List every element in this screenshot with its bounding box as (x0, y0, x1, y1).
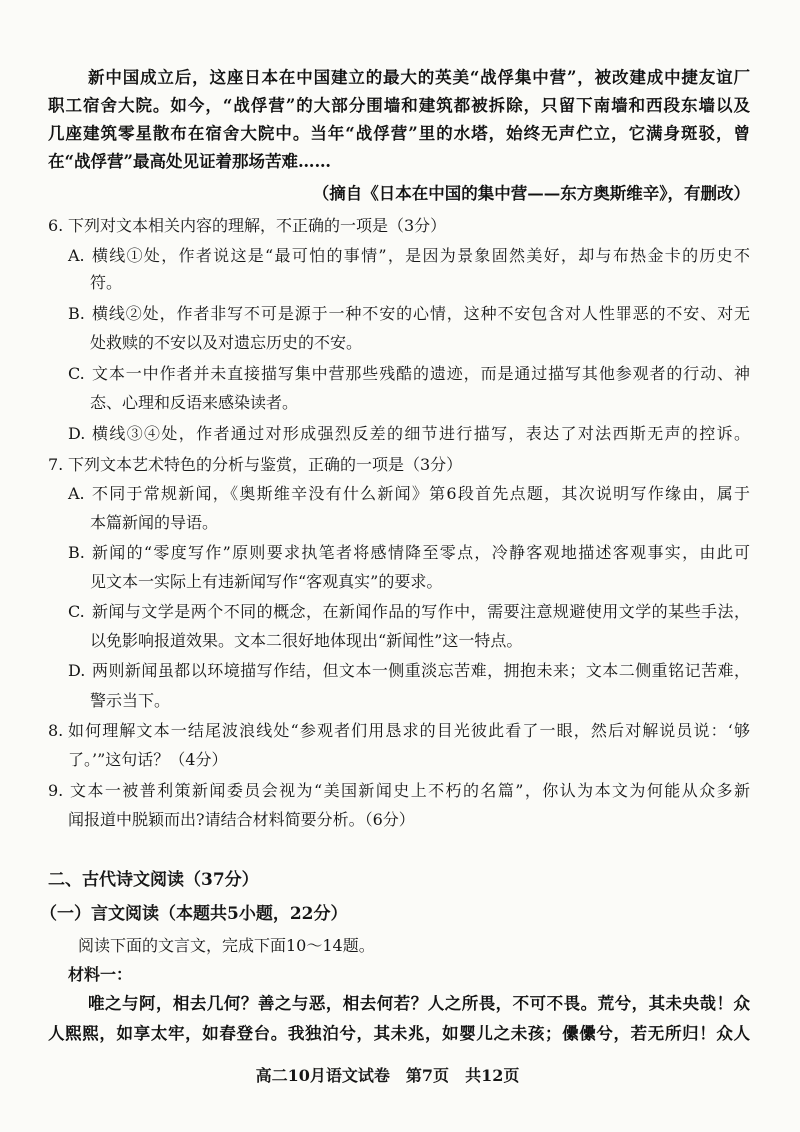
passage-source: （摘自《日本在中国的集中营——东方奥斯维辛》，有删改） (312, 184, 750, 203)
option-label: D. (68, 424, 86, 443)
option-text: 新闻与文学是两个不同的概念，在新闻作品的写作中，需要注意规避使用文学的某些手法， (92, 602, 750, 621)
passage-line: 新中国成立后，这座日本在中国建立的最大的英美“战俘集中营”，被改建成中捷友谊厂 (88, 68, 750, 87)
option-text: 不同于常规新闻，《奥斯维辛没有什么新闻》第6段首先点题，其次说明写作缘由，属于 (92, 484, 750, 503)
question-stem: 下列文本艺术特色的分析与鉴赏，正确的一项是（3分） (68, 455, 463, 474)
footer-exam-title: 高二10月语文试卷 (255, 1066, 390, 1085)
option-text: 以免影响报道效果。文本二很好地体现出“新闻性”这一特点。 (90, 631, 523, 650)
footer-page-number: 第7页 (405, 1066, 450, 1085)
option-text: 横线②处，作者非写不可是源于一种不安的心情，这种不安包含对人性罪恶的不安、对无 (92, 304, 750, 323)
option-label: D. (68, 661, 86, 680)
question-number: 9. (48, 781, 64, 800)
option-text: 见文本一实际上有违新闻写作“客观真实”的要求。 (90, 572, 443, 591)
option-label: C. (68, 602, 85, 621)
option-text: 横线①处，作者说这是“最可怕的事情”，是因为景象固然美好，却与布热金卡的历史不 (92, 246, 750, 265)
passage-line: 职工宿舍大院。如今，“战俘营”的大部分围墙和建筑都被拆除，只留下南墙和西段东墙以及 (48, 96, 750, 115)
option-text: 处救赎的不安以及对遗忘历史的不安。 (90, 333, 363, 352)
option-text: 新闻的“零度写作”原则要求执笔者将感情降至零点，冷静客观地描述客观事实，由此可 (92, 543, 750, 562)
question-stem: 文本一被普利策新闻委员会视为“美国新闻史上不朽的名篇”，你认为本文为何能从众多新 (70, 781, 750, 800)
question-stem: 如何理解文本一结尾波浪线处“参观者们用恳求的目光彼此看了一眼，然后对解说员说：‘够 (68, 721, 750, 740)
section-instruction: 阅读下面的文言文，完成下面10～14题。 (78, 936, 375, 955)
option-label: B. (68, 543, 85, 562)
option-text: 横线③④处，作者通过对形成强烈反差的细节进行描写，表达了对法西斯无声的控诉。 (92, 424, 750, 443)
option-label: C. (68, 364, 85, 383)
option-label: B. (68, 304, 85, 323)
question-number: 7. (48, 455, 64, 474)
passage-line: 几座建筑零星散布在宿舍大院中。当年“战俘营”里的水塔，始终无声伫立，它满身斑驳，曾 (48, 124, 750, 143)
option-text: 本篇新闻的导语。 (90, 513, 219, 532)
option-label: A. (68, 246, 85, 265)
material-label: 材料一： (68, 965, 133, 984)
page-footer (0, 1062, 775, 1090)
material-line: 人熙熙，如享太牢，如春登台。我独泊兮，其未兆，如婴儿之未孩；儽儽兮，若无所归！众人 (48, 1024, 750, 1043)
footer-total-pages: 共12页 (465, 1066, 520, 1085)
question-stem: 闻报道中脱颖而出?请结合材料简要分析。（6分） (68, 810, 415, 829)
question-number: 6. (48, 216, 64, 235)
option-label: A. (68, 484, 85, 503)
material-line: 唯之与阿，相去几何？善之与恶，相去何若？人之所畏，不可不畏。荒兮，其未央哉！众 (88, 994, 750, 1013)
subsection-title: （一）言文阅读（本题共5小题，22分） (40, 904, 348, 924)
section-title: 二、古代诗文阅读（37分） (48, 870, 259, 890)
option-text: 态、心理和反语来感染读者。 (90, 393, 299, 412)
question-stem: 下列对文本相关内容的理解，不正确的一项是（3分） (68, 216, 447, 235)
passage-line: 在“战俘营”最高处见证着那场苦难…… (48, 152, 331, 171)
option-text: 两则新闻虽都以环境描写作结，但文本一侧重淡忘苦难，拥抱未来；文本二侧重铭记苦难， (92, 661, 750, 680)
option-text: 警示当下。 (90, 691, 171, 710)
option-text: 文本一中作者并未直接描写集中营那些残酷的遗迹，而是通过描写其他参观者的行动、神 (92, 364, 750, 383)
question-stem: 了。’”这句话？（4分） (68, 750, 228, 769)
option-text: 符。 (90, 273, 123, 292)
question-number: 8. (48, 721, 64, 740)
